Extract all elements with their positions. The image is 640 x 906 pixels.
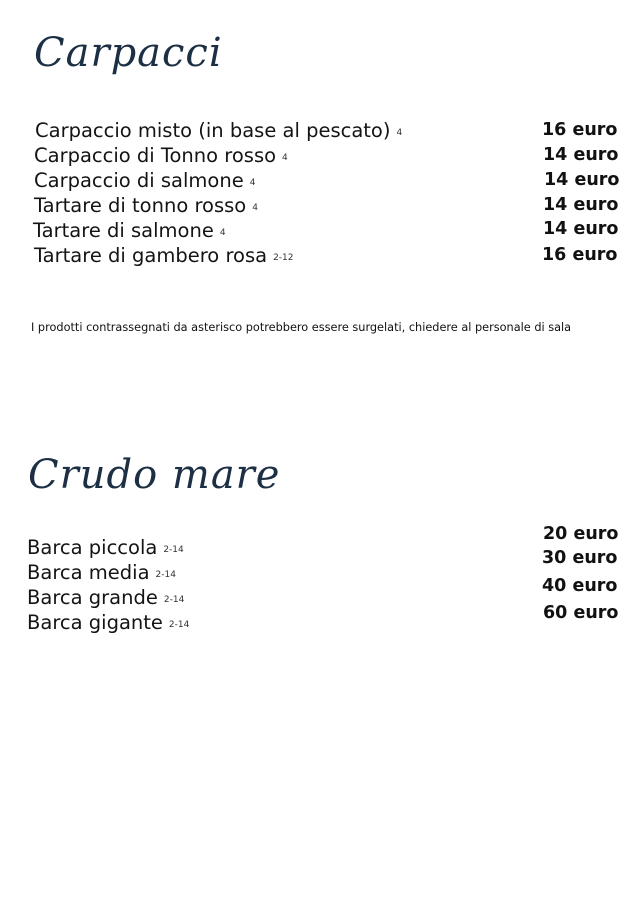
menu-item-allergens: 2-12 bbox=[273, 253, 294, 263]
menu-item bbox=[27, 536, 184, 559]
menu-item-allergens: 4 bbox=[396, 128, 403, 138]
menu-item-price: 16 euro bbox=[542, 120, 618, 140]
menu-item-name: Barca grande bbox=[27, 586, 158, 609]
menu-item bbox=[27, 561, 176, 584]
menu-item-price: 40 euro bbox=[542, 576, 618, 596]
menu-item-price: 14 euro bbox=[543, 219, 619, 239]
menu-item-allergens: 4 bbox=[282, 153, 288, 163]
menu-item-allergens: 4 bbox=[252, 203, 258, 213]
menu-item bbox=[35, 119, 402, 142]
menu-item-name: Tartare di salmone bbox=[33, 219, 214, 242]
menu-item-price: 16 euro bbox=[542, 245, 618, 265]
menu-item-name: Carpaccio di Tonno rosso bbox=[34, 144, 277, 167]
menu-item-price: 14 euro bbox=[544, 170, 620, 190]
menu-item-name: Barca media bbox=[27, 561, 150, 584]
menu-item bbox=[27, 586, 184, 609]
menu-item bbox=[34, 194, 258, 217]
frozen-products-note: I prodotti contrassegnati da asterisco potrebbero essere surgelati, chiedere al personale di sala bbox=[31, 321, 572, 334]
menu-item bbox=[34, 169, 255, 192]
menu-item-price: 14 euro bbox=[543, 145, 619, 165]
menu-item-name: Barca gigante bbox=[27, 611, 163, 634]
menu-item-name: Tartare di gambero rosa bbox=[34, 244, 268, 267]
menu-item-name: Tartare di tonno rosso bbox=[34, 194, 247, 217]
menu-item bbox=[34, 244, 294, 267]
menu-item-name: Barca piccola bbox=[27, 536, 158, 559]
section-title-carpacci: Carpacci bbox=[34, 30, 223, 76]
menu-item-name: Carpaccio misto (in base al pescato) bbox=[35, 119, 391, 142]
menu-item-allergens: 4 bbox=[219, 228, 226, 238]
menu-item-allergens: 2-14 bbox=[168, 620, 190, 630]
menu-item-price: 60 euro bbox=[543, 603, 619, 623]
section-title-crudo-mare: Crudo mare bbox=[28, 452, 281, 498]
menu-item-allergens: 2-14 bbox=[155, 570, 176, 580]
menu-item-price: 20 euro bbox=[543, 524, 619, 544]
menu-item bbox=[34, 144, 288, 167]
menu-item-allergens: 4 bbox=[249, 178, 256, 188]
menu-item bbox=[27, 611, 189, 634]
menu-item-price: 14 euro bbox=[543, 195, 619, 215]
menu-item-name: Carpaccio di salmone bbox=[34, 169, 244, 192]
menu-item bbox=[33, 219, 226, 242]
menu-item-price: 30 euro bbox=[542, 548, 618, 568]
menu-item-allergens: 2-14 bbox=[163, 545, 184, 555]
menu-item-allergens: 2-14 bbox=[163, 595, 185, 605]
